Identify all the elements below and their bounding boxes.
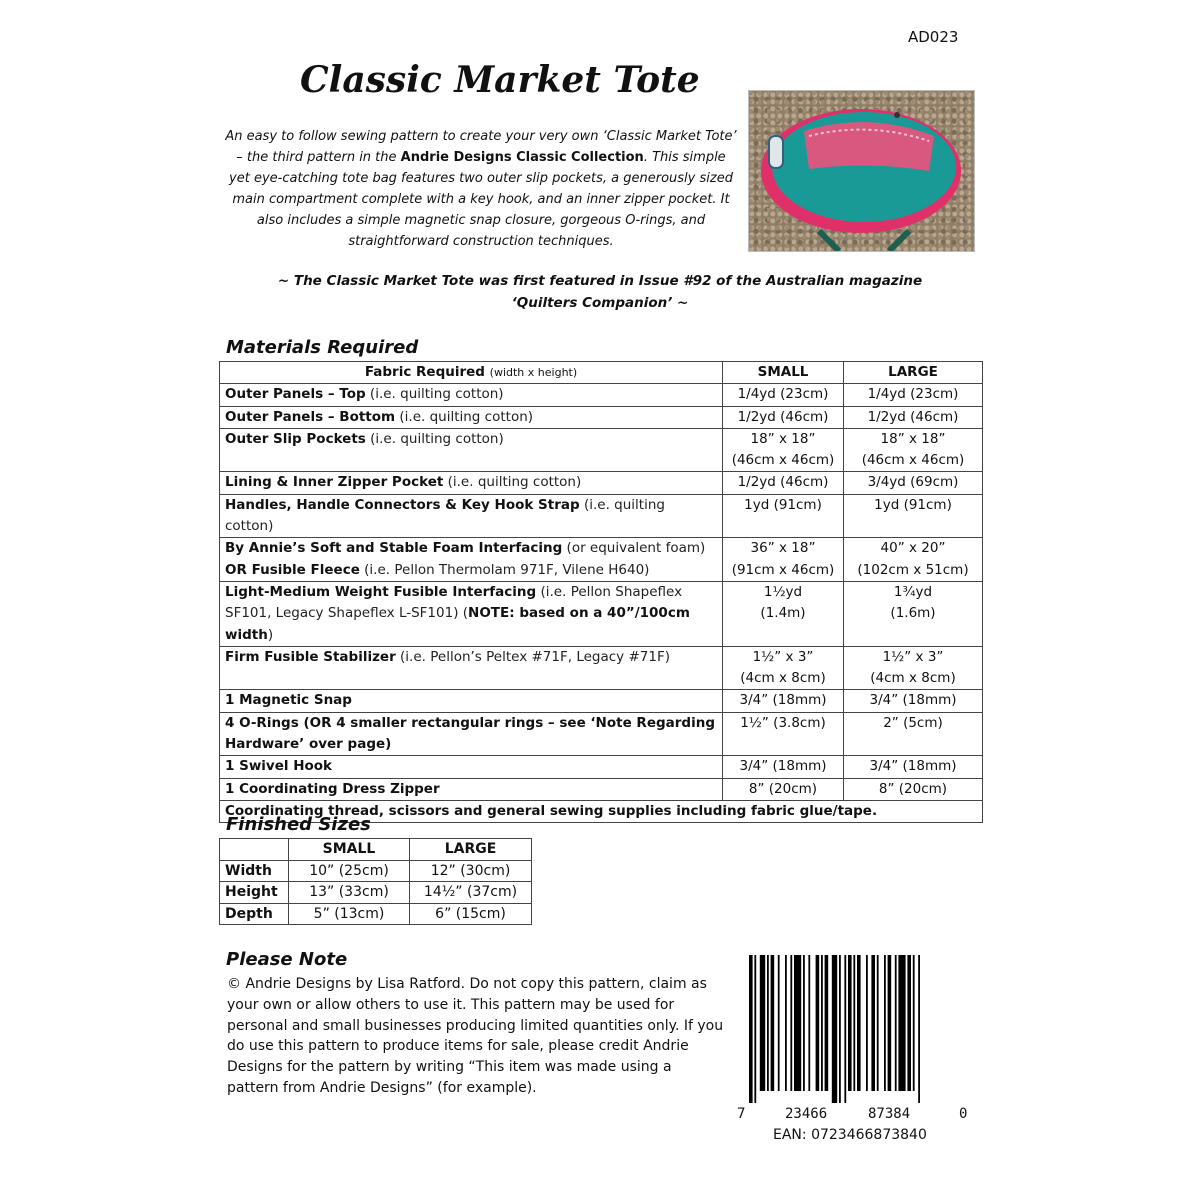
materials-row [220, 472, 983, 494]
barcode-bar [844, 955, 846, 1103]
barcode-bar [918, 955, 920, 1103]
materials-row [220, 646, 983, 690]
barcode [735, 955, 975, 1125]
materials-row [220, 384, 983, 406]
barcode-bar [749, 955, 753, 1103]
finished-sizes-table [219, 838, 532, 925]
material-large: 40” x 20” (102cm x 51cm) [844, 538, 983, 582]
material-item: Lining & Inner Zipper Pocket (i.e. quilting cotton) [220, 472, 723, 494]
material-small: 8” (20cm) [723, 778, 844, 800]
material-large: 1/2yd (46cm) [844, 406, 983, 428]
barcode-bar [898, 955, 905, 1091]
barcode-bar [913, 955, 915, 1091]
barcode-bar [790, 955, 792, 1091]
size-label: Height [220, 882, 289, 904]
barcode-bar [808, 955, 810, 1091]
material-large: 2” (5cm) [844, 712, 983, 756]
material-item: 4 O-Rings (OR 4 smaller rectangular rings – see ‘Note Regarding Hardware’ over page) [220, 712, 723, 756]
material-small: 1/4yd (23cm) [723, 384, 844, 406]
barcode-digit-first: 7 [737, 1106, 746, 1122]
size-label: Width [220, 860, 289, 882]
barcode-bar [816, 955, 820, 1091]
please-note-heading: Please Note [226, 949, 348, 970]
materials-row [220, 538, 983, 582]
barcode-bar [760, 955, 765, 1091]
material-item: Light-Medium Weight Fusible Interfacing (i.e. Pellon Shapeflex SF101, Legacy Shapeflex L-SF101) (NOTE: based on a 40”/100cm width) [220, 581, 723, 646]
header-small: SMALL [723, 362, 844, 384]
page-title: Classic Market Tote [300, 59, 700, 101]
material-item: Handles, Handle Connectors & Key Hook Strap (i.e. quilting cotton) [220, 494, 723, 538]
materials-row [220, 406, 983, 428]
barcode-bar [771, 955, 775, 1091]
material-large: 3/4yd (69cm) [844, 472, 983, 494]
sizes-header-row [220, 839, 532, 861]
tote-bag-photo [748, 90, 975, 252]
header-large: LARGE [844, 362, 983, 384]
material-small: 18” x 18” (46cm x 46cm) [723, 428, 844, 472]
material-item: 1 Swivel Hook [220, 756, 723, 778]
barcode-bar [884, 955, 886, 1091]
material-item: 1 Magnetic Snap [220, 690, 723, 712]
barcode-bar [877, 955, 879, 1091]
sizes-header-small: SMALL [289, 839, 410, 861]
material-small: 1yd (91cm) [723, 494, 844, 538]
material-large: 1¾yd (1.6m) [844, 581, 983, 646]
material-item: Outer Panels – Bottom (i.e. quilting cotton) [220, 406, 723, 428]
sizes-corner [220, 839, 289, 861]
materials-row [220, 778, 983, 800]
barcode-bar [866, 955, 868, 1091]
material-item: 1 Coordinating Dress Zipper [220, 778, 723, 800]
size-large: 14½” (37cm) [410, 882, 532, 904]
material-item: Firm Fusible Stabilizer (i.e. Pellon’s Peltex #71F, Legacy #71F) [220, 646, 723, 690]
size-small: 13” (33cm) [289, 882, 410, 904]
barcode-bar [907, 955, 911, 1091]
size-large: 6” (15cm) [410, 903, 532, 925]
size-label: Depth [220, 903, 289, 925]
featured-line-2: ‘Quilters Companion’ ~ [511, 295, 689, 311]
barcode-group-2: 87384 [868, 1106, 911, 1122]
materials-table [219, 361, 983, 823]
materials-row [220, 756, 983, 778]
barcode-group-1: 23466 [785, 1106, 828, 1122]
featured-note [240, 270, 960, 314]
barcode-bar [825, 955, 829, 1091]
intro-text-2: . This simple yet eye-catching tote bag features two outer slip pockets, a generously sized main compartment complete with a key hook, and an inner zipper pocket. It also includes a simple magnetic snap closure, gorgeous O-rings, and straightforward construction techniques. [229, 150, 733, 249]
featured-line-1: ~ The Classic Market Tote was first featured in Issue #92 of the Australian magazine [277, 273, 923, 289]
barcode-bar [853, 955, 855, 1091]
material-item: Outer Panels – Top (i.e. quilting cotton) [220, 384, 723, 406]
materials-row [220, 581, 983, 646]
material-large: 1yd (91cm) [844, 494, 983, 538]
barcode-bar [888, 955, 892, 1091]
finished-sizes-heading: Finished Sizes [226, 814, 371, 835]
barcode-bar [821, 955, 823, 1091]
ean-number: EAN: 0723466873840 [773, 1127, 927, 1143]
material-item: Outer Slip Pockets (i.e. quilting cotton) [220, 428, 723, 472]
intro-paragraph [224, 126, 738, 252]
please-note-text: © Andrie Designs by Lisa Ratford. Do not copy this pattern, claim as your own or allow others to use it. This pattern may be used for personal and small businesses producing limited quantities only. If you do use this pattern to produce items for sale, please credit Andrie Designs for the pattern by writing “This item was made using a pattern from Andrie Designs” (for example). [227, 976, 724, 1096]
material-small: 1½” x 3” (4cm x 8cm) [723, 646, 844, 690]
sizes-row [220, 882, 532, 904]
materials-header-row [220, 362, 983, 384]
materials-row [220, 428, 983, 472]
materials-heading: Materials Required [226, 337, 419, 358]
barcode-bar [785, 955, 787, 1091]
barcode-bar [778, 955, 780, 1091]
material-small: 1½yd (1.4m) [723, 581, 844, 646]
barcode-digit-last: 0 [959, 1106, 968, 1122]
barcode-bar [871, 955, 875, 1091]
material-small: 36” x 18” (91cm x 46cm) [723, 538, 844, 582]
material-small: 1½” (3.8cm) [723, 712, 844, 756]
collection-name: Andrie Designs Classic Collection [400, 150, 644, 165]
size-large: 12” (30cm) [410, 860, 532, 882]
sizes-header-large: LARGE [410, 839, 532, 861]
material-item: By Annie’s Soft and Stable Foam Interfacing (or equivalent foam) OR Fusible Fleece (i.e. Pellon Thermolam 971F, Vilene H640) [220, 538, 723, 582]
material-large: 8” (20cm) [844, 778, 983, 800]
material-small: 1/2yd (46cm) [723, 406, 844, 428]
barcode-bar [839, 955, 841, 1103]
barcode-bar [803, 955, 805, 1091]
material-small: 3/4” (18mm) [723, 756, 844, 778]
materials-row [220, 494, 983, 538]
barcode-bar [767, 955, 769, 1091]
size-small: 10” (25cm) [289, 860, 410, 882]
material-large: 18” x 18” (46cm x 46cm) [844, 428, 983, 472]
barcode-bar [794, 955, 801, 1091]
size-small: 5” (13cm) [289, 903, 410, 925]
barcode-bar [848, 955, 852, 1091]
material-small: 1/2yd (46cm) [723, 472, 844, 494]
magnetic-snap [894, 112, 900, 118]
materials-footer: Coordinating thread, scissors and general sewing supplies including fabric glue/tape. [220, 800, 983, 822]
sizes-row [220, 860, 532, 882]
material-large: 1½” x 3” (4cm x 8cm) [844, 646, 983, 690]
header-fabric: Fabric Required (width x height) [220, 362, 723, 384]
barcode-bar [895, 955, 897, 1091]
intro-text-1: An easy to follow sewing pattern to create your very own ‘Classic Market Tote’ – the third pattern in the [225, 129, 737, 165]
barcode-bar [754, 955, 756, 1103]
material-small: 3/4” (18mm) [723, 690, 844, 712]
material-large: 3/4” (18mm) [844, 690, 983, 712]
materials-row [220, 690, 983, 712]
header-fabric-note: (width x height) [489, 366, 578, 379]
key-hook-strap [769, 136, 783, 168]
barcode-bar [857, 955, 861, 1091]
material-large: 3/4” (18mm) [844, 756, 983, 778]
product-code: AD023 [908, 28, 959, 46]
barcode-bar [832, 955, 837, 1103]
sizes-row [220, 903, 532, 925]
material-large: 1/4yd (23cm) [844, 384, 983, 406]
materials-row [220, 712, 983, 756]
